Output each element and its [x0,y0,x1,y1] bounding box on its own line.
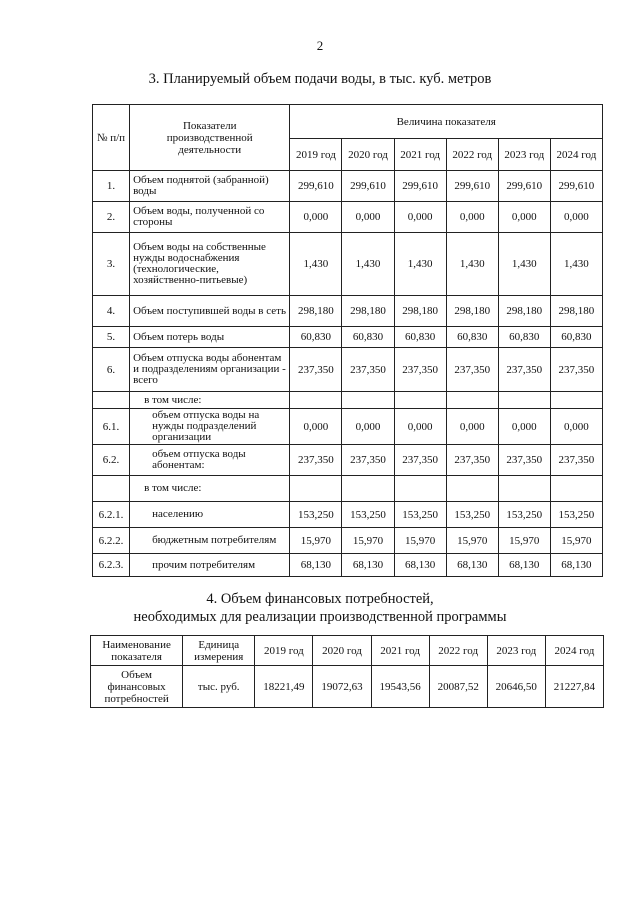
row-indicator: Объем поднятой (забранной) воды [130,171,290,202]
row-value: 237,350 [394,445,446,476]
header-value-group: Величина показателя [290,105,603,139]
row-value: 153,250 [446,502,498,528]
header-year: 2020 год [342,139,394,171]
row-value: 1,430 [550,233,602,296]
header-year: 2021 год [371,636,429,666]
row-value: 60,830 [394,327,446,348]
row-value: 60,830 [342,327,394,348]
row-indicator: в том числе: [130,476,290,502]
row-value: 1,430 [290,233,342,296]
row-value: 15,970 [290,528,342,554]
table-row [93,348,603,392]
row-value [290,476,342,502]
row-value: 237,350 [550,445,602,476]
row-value: 0,000 [498,409,550,445]
row-number: 1. [93,171,130,202]
row-value: 153,250 [498,502,550,528]
row-value: 237,350 [342,348,394,392]
row-number [93,476,130,502]
row-value: 237,350 [394,348,446,392]
row-value: 237,350 [498,445,550,476]
table-row [93,392,603,409]
row-value: 60,830 [446,327,498,348]
header-year: 2021 год [394,139,446,171]
row-value: 237,350 [290,445,342,476]
section-3-title: 3. Планируемый объем подачи воды, в тыс. куб. метров [148,71,492,87]
table-row [93,554,603,577]
row-indicator: объем отпуска воды на нужды подразделений организации [130,409,290,445]
row-value: 0,000 [290,409,342,445]
row-value: 0,000 [446,202,498,233]
row-value: 68,130 [290,554,342,577]
header-name: Наименование показателя [91,636,183,666]
row-value: 0,000 [394,409,446,445]
table-row [93,476,603,502]
row-value: 1,430 [394,233,446,296]
row-value: 15,970 [550,528,602,554]
row-value: 299,610 [342,171,394,202]
row-value: 298,180 [446,296,498,327]
table-row [93,502,603,528]
row-value: 237,350 [290,348,342,392]
row-number: 4. [93,296,130,327]
section-4-title-line1: 4. Объем финансовых потребностей, [206,591,434,607]
row-value: 15,970 [446,528,498,554]
financial-value: 18221,49 [255,666,313,708]
row-value: 153,250 [342,502,394,528]
row-indicator: Объем воды на собственные нужды водоснабжения (технологические, хозяйственно-питьевые) [130,233,290,296]
row-number [93,392,130,409]
row-value: 299,610 [550,171,602,202]
header-year: 2020 год [313,636,371,666]
row-number: 6.2.1. [93,502,130,528]
row-value: 298,180 [550,296,602,327]
header-year: 2022 год [429,636,487,666]
row-value [498,476,550,502]
row-value: 68,130 [498,554,550,577]
header-year: 2024 год [545,636,603,666]
row-value: 237,350 [342,445,394,476]
row-value: 15,970 [498,528,550,554]
row-indicator: бюджетным потребителям [130,528,290,554]
header-year: 2019 год [290,139,342,171]
row-value: 153,250 [290,502,342,528]
financial-row-name: Объем финансовых потребностей [91,666,183,708]
financial-row-unit: тыс. руб. [183,666,255,708]
row-value: 68,130 [394,554,446,577]
financial-needs-table [90,635,604,708]
row-value: 0,000 [550,202,602,233]
row-indicator: прочим потребителям [130,554,290,577]
row-number: 6.2.2. [93,528,130,554]
row-value: 68,130 [550,554,602,577]
row-value [342,476,394,502]
row-value: 153,250 [550,502,602,528]
header-year: 2024 год [550,139,602,171]
header-year: 2023 год [498,139,550,171]
row-value: 0,000 [290,202,342,233]
table-row [93,445,603,476]
header-unit: Единица измерения [183,636,255,666]
row-value [342,392,394,409]
row-value [498,392,550,409]
row-value: 299,610 [394,171,446,202]
row-value: 1,430 [342,233,394,296]
row-number: 6.2. [93,445,130,476]
row-indicator: в том числе: [130,392,290,409]
row-value: 237,350 [446,348,498,392]
row-value: 298,180 [342,296,394,327]
table-row [93,409,603,445]
row-value: 15,970 [394,528,446,554]
row-indicator: населению [130,502,290,528]
row-value: 1,430 [446,233,498,296]
row-value: 15,970 [342,528,394,554]
financial-value: 19543,56 [371,666,429,708]
row-value [290,392,342,409]
row-value: 0,000 [394,202,446,233]
financial-value: 21227,84 [545,666,603,708]
table-row [93,528,603,554]
row-value: 0,000 [446,409,498,445]
row-value: 237,350 [446,445,498,476]
row-indicator: Объем отпуска воды абонентам и подразделениям организации - всего [130,348,290,392]
row-value [394,392,446,409]
header-indicator: Показатели производственной деятельности [130,105,290,171]
section-4-title-line2: необходимых для реализации производственной программы [133,609,507,625]
row-value: 153,250 [394,502,446,528]
row-indicator: Объем воды, полученной со стороны [130,202,290,233]
row-value: 0,000 [550,409,602,445]
financial-value: 19072,63 [313,666,371,708]
row-number: 6.2.3. [93,554,130,577]
page-number: 2 [316,38,324,53]
header-num: № п/п [93,105,130,171]
row-value: 299,610 [290,171,342,202]
row-value: 299,610 [498,171,550,202]
row-value: 0,000 [498,202,550,233]
section-4-title [0,590,640,626]
row-value: 299,610 [446,171,498,202]
table-row [93,296,603,327]
row-value [446,476,498,502]
table-row [93,327,603,348]
row-value [394,476,446,502]
row-number: 6. [93,348,130,392]
row-value: 237,350 [498,348,550,392]
row-value [550,476,602,502]
row-value: 60,830 [550,327,602,348]
row-value: 237,350 [550,348,602,392]
financial-value: 20646,50 [487,666,545,708]
row-value: 60,830 [498,327,550,348]
row-value: 298,180 [498,296,550,327]
water-supply-table [92,104,603,577]
table-row [93,233,603,296]
row-indicator: объем отпуска воды абонентам: [130,445,290,476]
row-value: 68,130 [446,554,498,577]
row-value: 298,180 [394,296,446,327]
row-value [446,392,498,409]
financial-value: 20087,52 [429,666,487,708]
row-value: 298,180 [290,296,342,327]
row-value: 0,000 [342,409,394,445]
row-value: 1,430 [498,233,550,296]
row-number: 5. [93,327,130,348]
row-indicator: Объем поступившей воды в сеть [130,296,290,327]
row-number: 3. [93,233,130,296]
header-year: 2019 год [255,636,313,666]
row-number: 2. [93,202,130,233]
row-value: 0,000 [342,202,394,233]
row-value [550,392,602,409]
row-indicator: Объем потерь воды [130,327,290,348]
row-number: 6.1. [93,409,130,445]
header-year: 2023 год [487,636,545,666]
table-row [93,171,603,202]
table-row [93,202,603,233]
row-value: 68,130 [342,554,394,577]
header-year: 2022 год [446,139,498,171]
row-value: 60,830 [290,327,342,348]
